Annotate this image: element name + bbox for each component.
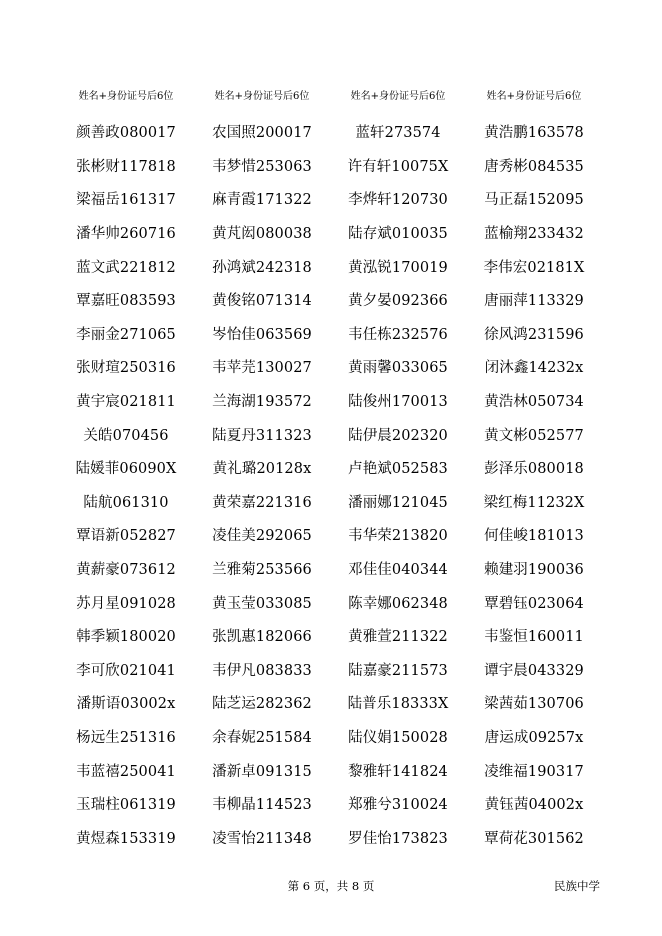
name-id-cell: 蓝文武221812 (76, 259, 176, 276)
name-id-cell: 唐运成09257x (484, 729, 584, 746)
name-id-cell: 李丽金271065 (76, 326, 176, 343)
name-id-cell: 兰海湖193572 (212, 394, 312, 411)
name-id-cell: 梁红梅11232X (483, 494, 585, 511)
name-id-cell: 黄泓锐170019 (348, 259, 448, 276)
name-id-cell: 凌维福190317 (484, 763, 584, 780)
column-header-2: 姓名+身份证号后6位 (214, 91, 310, 102)
name-id-cell: 黄俊铭071314 (212, 293, 312, 310)
name-id-cell: 许有轩10075X (347, 158, 449, 175)
name-id-cell: 邓佳佳040344 (348, 562, 448, 579)
table-row (58, 451, 602, 485)
name-id-cell: 陆芝运282362 (212, 696, 312, 713)
table-row (58, 787, 602, 821)
name-id-cell: 陈幸娜062348 (348, 595, 448, 612)
name-id-cell: 陆仪娟150028 (348, 729, 448, 746)
name-id-cell: 潘丽娜121045 (348, 494, 448, 511)
table-row (58, 283, 602, 317)
name-id-cell: 孙鸿斌242318 (212, 259, 312, 276)
name-id-cell: 郑雅兮310024 (348, 797, 448, 814)
name-id-cell: 卢艳斌052583 (348, 461, 448, 478)
name-id-cell: 黄浩鹏163578 (484, 125, 584, 142)
name-id-cell: 梁福岳161317 (76, 192, 176, 209)
name-id-cell: 黄宇宸021811 (76, 394, 176, 411)
name-id-cell: 陆航061310 (83, 494, 169, 511)
school-name: 民族中学 (554, 879, 600, 893)
name-id-cell: 李可欣021041 (76, 662, 176, 679)
name-id-cell: 赖建羽190036 (484, 562, 584, 579)
table-row (58, 552, 602, 586)
name-id-cell: 黄玉莹033085 (212, 595, 312, 612)
table-row (58, 182, 602, 216)
table-row (58, 417, 602, 451)
column-header-4: 姓名+身份证号后6位 (486, 91, 582, 102)
name-id-cell: 韦任栋232576 (348, 326, 448, 343)
name-id-cell: 农国照200017 (212, 125, 312, 142)
name-id-cell: 黄浩林050734 (484, 394, 584, 411)
name-id-cell: 黄夕晏092366 (348, 293, 448, 310)
table-row (58, 585, 602, 619)
table-header (58, 89, 602, 105)
name-id-cell: 兰雅菊253566 (212, 562, 312, 579)
table-row (58, 753, 602, 787)
name-id-cell: 张财瑄250316 (76, 360, 176, 377)
name-id-cell: 黄钰茜04002x (484, 797, 584, 814)
name-id-cell: 唐秀彬084535 (484, 158, 584, 175)
name-id-cell: 陆伊晨202320 (348, 427, 448, 444)
name-id-cell: 潘新卓091315 (212, 763, 312, 780)
name-id-cell: 覃语新052827 (76, 528, 176, 545)
page-footer (0, 878, 662, 896)
table-row (58, 720, 602, 754)
name-id-cell: 张凯惠182066 (212, 629, 312, 646)
name-id-cell: 李烨轩120730 (348, 192, 448, 209)
name-id-cell: 韦柳晶114523 (212, 797, 312, 814)
name-id-cell: 凌雪怡211348 (212, 830, 312, 847)
name-id-cell: 覃碧钰023064 (484, 595, 584, 612)
table-row (58, 820, 602, 854)
name-id-cell: 黄礼璐20128x (212, 461, 312, 478)
table-row (58, 249, 602, 283)
name-id-cell: 何佳峻181013 (484, 528, 584, 545)
name-id-cell: 颜善政080017 (76, 125, 176, 142)
name-id-cell: 张彬财117818 (76, 158, 176, 175)
name-id-cell: 彭泽乐080018 (484, 461, 584, 478)
name-table (58, 115, 602, 854)
name-id-cell: 关皓070456 (83, 427, 169, 444)
name-id-cell: 岑怡佳063569 (212, 326, 312, 343)
name-id-cell: 梁茜茹130706 (484, 696, 584, 713)
table-row (58, 619, 602, 653)
name-id-cell: 罗佳怡173823 (348, 830, 448, 847)
name-id-cell: 凌佳美292065 (212, 528, 312, 545)
table-row (58, 350, 602, 384)
name-id-cell: 韩季颖180020 (76, 629, 176, 646)
name-id-cell: 韦梦惜253063 (212, 158, 312, 175)
name-id-cell: 陆俊州170013 (348, 394, 448, 411)
table-row (58, 384, 602, 418)
table-row (58, 216, 602, 250)
name-id-cell: 蓝榆翔233432 (484, 226, 584, 243)
name-id-cell: 杨远生251316 (76, 729, 176, 746)
column-header-1: 姓名+身份证号后6位 (78, 91, 174, 102)
table-row (58, 115, 602, 149)
page-number: 第 6 页，共 8 页 (287, 879, 375, 893)
name-id-cell: 覃嘉旺083593 (76, 293, 176, 310)
name-id-cell: 苏月星091028 (76, 595, 176, 612)
name-id-cell: 黄雨馨033065 (348, 360, 448, 377)
name-id-cell: 玉瑞柱061319 (76, 797, 176, 814)
name-id-cell: 陆夏丹311323 (212, 427, 312, 444)
name-id-cell: 黎雅轩141824 (348, 763, 448, 780)
name-id-cell: 覃荷花301562 (484, 830, 584, 847)
table-row (58, 653, 602, 687)
name-id-cell: 麻青霞171322 (212, 192, 312, 209)
name-id-cell: 韦鉴恒160011 (484, 629, 584, 646)
name-id-cell: 韦伊凡083833 (212, 662, 312, 679)
name-id-cell: 马正磊152095 (484, 192, 584, 209)
name-id-cell: 黄雅萱211322 (348, 629, 448, 646)
table-row (58, 686, 602, 720)
name-id-cell: 谭宇晨043329 (484, 662, 584, 679)
name-id-cell: 蓝轩273574 (355, 125, 441, 142)
name-id-cell: 闭沐鑫14232x (484, 360, 584, 377)
table-row (58, 149, 602, 183)
name-id-cell: 黄煜森153319 (76, 830, 176, 847)
name-id-cell: 李伟宏02181X (483, 259, 585, 276)
table-row (58, 518, 602, 552)
name-id-cell: 陆媛菲06090X (75, 461, 177, 478)
name-id-cell: 韦华荣213820 (348, 528, 448, 545)
column-header-3: 姓名+身份证号后6位 (350, 91, 446, 102)
table-row (58, 317, 602, 351)
name-id-cell: 潘斯语03002x (76, 696, 176, 713)
name-id-cell: 陆普乐18333X (347, 696, 449, 713)
name-id-cell: 韦蓝禧250041 (76, 763, 176, 780)
name-id-cell: 黄芃闳080038 (212, 226, 312, 243)
name-id-cell: 陆存斌010035 (348, 226, 448, 243)
name-id-cell: 余春妮251584 (212, 729, 312, 746)
name-id-cell: 徐风鸿231596 (484, 326, 584, 343)
name-id-cell: 唐丽萍113329 (484, 293, 584, 310)
name-id-cell: 陆嘉豪211573 (348, 662, 448, 679)
name-id-cell: 黄荣嘉221316 (212, 494, 312, 511)
name-id-cell: 黄薪豪073612 (76, 562, 176, 579)
name-id-cell: 潘华帅260716 (76, 226, 176, 243)
name-id-cell: 韦苹芫130027 (212, 360, 312, 377)
table-row (58, 485, 602, 519)
name-id-cell: 黄文彬052577 (484, 427, 584, 444)
